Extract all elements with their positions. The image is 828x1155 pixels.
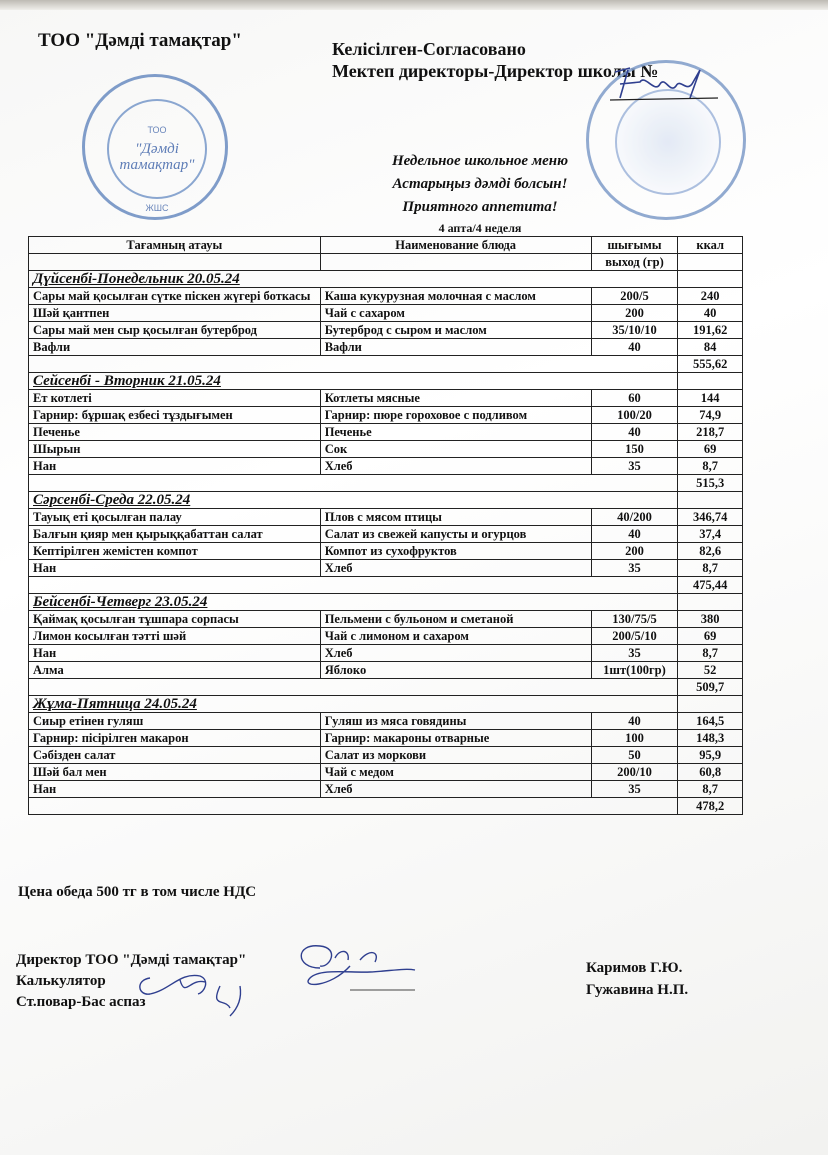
table-row [29, 730, 743, 747]
director-name: Каримов Г.Ю. [586, 960, 683, 976]
dish-yield: 35 [591, 781, 678, 798]
table-row [29, 560, 743, 577]
empty-cell [678, 696, 743, 713]
empty-cell [320, 254, 591, 271]
day-row-friday [29, 696, 743, 713]
dish-kcal: 191,62 [678, 322, 743, 339]
stamp-name-line-1: "Дәмді [135, 141, 179, 157]
day-row-wednesday [29, 492, 743, 509]
dish-ru: Гарнир: пюре гороховое с подливом [320, 407, 591, 424]
day-title [29, 696, 678, 713]
table-row [29, 713, 743, 730]
dish-yield: 35 [591, 560, 678, 577]
day-total-kcal: 478,2 [678, 798, 743, 815]
dish-kz: Лимон косылған тәтті шәй [29, 628, 321, 645]
dish-kz: Нан [29, 560, 321, 577]
dish-yield: 50 [591, 747, 678, 764]
dish-kz: Шырын [29, 441, 321, 458]
dish-yield: 1шт(100гр) [591, 662, 678, 679]
dish-yield: 150 [591, 441, 678, 458]
header-row-2 [29, 254, 743, 271]
dish-ru: Плов с мясом птицы [320, 509, 591, 526]
table-row [29, 288, 743, 305]
day-title-text: Дүйсенбі-Понедельник 20.05.24 [33, 271, 240, 287]
empty-cell [678, 594, 743, 611]
dish-kcal: 346,74 [678, 509, 743, 526]
day-title-text: Сәрсенбі-Среда 22.05.24 [33, 492, 191, 508]
total-row [29, 679, 743, 696]
dish-ru: Хлеб [320, 560, 591, 577]
header-yield-ru: выход (гр) [591, 254, 678, 271]
dish-kcal: 69 [678, 628, 743, 645]
dish-yield: 130/75/5 [591, 611, 678, 628]
empty-cell [29, 679, 678, 696]
table-row [29, 747, 743, 764]
day-total-kcal: 555,62 [678, 356, 743, 373]
table-row [29, 611, 743, 628]
calculator-signature-icon [130, 968, 280, 1018]
dish-ru: Гарнир: макароны отварные [320, 730, 591, 747]
stamp-top-text: ТОО [147, 125, 167, 135]
dish-yield: 200/5/10 [591, 628, 678, 645]
dish-ru: Бутерброд с сыром и маслом [320, 322, 591, 339]
dish-kz: Тауық еті қосылған палау [29, 509, 321, 526]
dish-kz: Балғын қияр мен қырыққабаттан салат [29, 526, 321, 543]
day-row-monday [29, 271, 743, 288]
table-row [29, 339, 743, 356]
dish-kcal: 40 [678, 305, 743, 322]
dish-kcal: 60,8 [678, 764, 743, 781]
dish-kcal: 8,7 [678, 458, 743, 475]
empty-cell [29, 577, 678, 594]
dish-kcal: 148,3 [678, 730, 743, 747]
table-row [29, 781, 743, 798]
stamp-bottom-text: ЖШС [145, 203, 169, 213]
dish-kcal: 95,9 [678, 747, 743, 764]
dish-ru: Хлеб [320, 781, 591, 798]
table-row [29, 543, 743, 560]
dish-kcal: 144 [678, 390, 743, 407]
stamp-name [109, 141, 205, 173]
greeting-ru: Приятного аппетита! [402, 199, 558, 215]
photo-edge [0, 0, 828, 10]
day-title [29, 492, 678, 509]
dish-yield: 200 [591, 543, 678, 560]
dish-ru: Пельмени с бульоном и сметаной [320, 611, 591, 628]
dish-kz: Нан [29, 781, 321, 798]
company-name: ТОО "Дәмді тамақтар" [38, 30, 242, 51]
menu-titles [330, 150, 630, 219]
dish-kz: Шәй бал мен [29, 764, 321, 781]
stamp-name-line-2: тамақтар" [119, 157, 195, 173]
empty-cell [678, 271, 743, 288]
dish-kz: Шәй қантпен [29, 305, 321, 322]
stamp-inner-ring [107, 99, 207, 213]
total-row [29, 798, 743, 815]
dish-ru: Печенье [320, 424, 591, 441]
dish-yield: 40 [591, 339, 678, 356]
empty-cell [678, 492, 743, 509]
empty-cell [29, 254, 321, 271]
header-row [29, 237, 743, 254]
dish-yield: 60 [591, 390, 678, 407]
table-row [29, 645, 743, 662]
dish-kcal: 74,9 [678, 407, 743, 424]
school-director-signature-icon [610, 64, 720, 104]
week-label: 4 апта/4 неделя [438, 221, 522, 235]
dish-kz: Вафли [29, 339, 321, 356]
header-yield-kz: шығымы [591, 237, 678, 254]
empty-cell [29, 798, 678, 815]
dish-kz: Нан [29, 458, 321, 475]
dish-yield: 40/200 [591, 509, 678, 526]
dish-kcal: 8,7 [678, 645, 743, 662]
header-kcal: ккал [678, 237, 743, 254]
dish-ru: Салат из моркови [320, 747, 591, 764]
table-row [29, 628, 743, 645]
calculator-name: Гужавина Н.П. [586, 982, 689, 998]
dish-ru: Компот из сухофруктов [320, 543, 591, 560]
table-row [29, 305, 743, 322]
dish-ru: Чай с сахаром [320, 305, 591, 322]
dish-ru: Гуляш из мяса говядины [320, 713, 591, 730]
day-row-thursday [29, 594, 743, 611]
dish-yield: 200/5 [591, 288, 678, 305]
day-title [29, 594, 678, 611]
dish-ru: Хлеб [320, 458, 591, 475]
header-kz-name: Тағамның атауы [29, 237, 321, 254]
dish-kz: Нан [29, 645, 321, 662]
dish-kcal: 380 [678, 611, 743, 628]
table-row [29, 764, 743, 781]
approval-line-2: Мектеп директоры-Директор школы № [332, 61, 659, 81]
greeting-kz: Астарыңыз дәмді болсын! [392, 176, 568, 192]
dish-yield: 35/10/10 [591, 322, 678, 339]
dish-kz: Гарнир: бұршақ езбесі тұздығымен [29, 407, 321, 424]
day-title [29, 373, 678, 390]
dish-ru: Хлеб [320, 645, 591, 662]
dish-kz: Қаймақ қосылған тұшпара сорпасы [29, 611, 321, 628]
director-signature-icon [290, 938, 420, 998]
table-row [29, 662, 743, 679]
dish-kcal: 37,4 [678, 526, 743, 543]
day-row-tuesday [29, 373, 743, 390]
empty-cell [678, 254, 743, 271]
dish-yield: 35 [591, 458, 678, 475]
dish-yield: 100/20 [591, 407, 678, 424]
table-row [29, 526, 743, 543]
approval-line-1: Келісілген-Согласовано [332, 39, 526, 59]
company-stamp-icon [82, 74, 228, 220]
dish-kcal: 69 [678, 441, 743, 458]
dish-kcal: 82,6 [678, 543, 743, 560]
empty-cell [29, 356, 678, 373]
table-row [29, 424, 743, 441]
dish-ru: Котлеты мясные [320, 390, 591, 407]
signer-calculator: Калькулятор [16, 973, 106, 989]
signer-director: Директор ТОО "Дәмді тамақтар" [16, 952, 247, 968]
dish-kz: Сары май қосылған сүтке піскен жүгері боткасы [29, 288, 321, 305]
dish-yield: 40 [591, 713, 678, 730]
dish-ru: Салат из свежей капусты и огурцов [320, 526, 591, 543]
dish-yield: 35 [591, 645, 678, 662]
dish-kcal: 52 [678, 662, 743, 679]
day-title-text: Бейсенбі-Четверг 23.05.24 [33, 594, 208, 610]
table-row [29, 509, 743, 526]
lunch-price: Цена обеда 500 тг в том числе НДС [18, 884, 257, 900]
empty-cell [678, 373, 743, 390]
dish-kcal: 8,7 [678, 560, 743, 577]
total-row [29, 577, 743, 594]
day-title-text: Сейсенбі - Вторник 21.05.24 [33, 373, 221, 389]
dish-kcal: 218,7 [678, 424, 743, 441]
dish-ru: Сок [320, 441, 591, 458]
dish-kcal: 8,7 [678, 781, 743, 798]
day-total-kcal: 475,44 [678, 577, 743, 594]
dish-ru: Каша кукурузная молочная с маслом [320, 288, 591, 305]
dish-ru: Яблоко [320, 662, 591, 679]
dish-kz: Гарнир: пісірілген макарон [29, 730, 321, 747]
dish-ru: Чай с лимоном и сахаром [320, 628, 591, 645]
table-row [29, 322, 743, 339]
signer-chef: Ст.повар-Бас аспаз [16, 994, 146, 1010]
empty-cell [29, 475, 678, 492]
dish-kz: Ет котлеті [29, 390, 321, 407]
day-total-kcal: 515,3 [678, 475, 743, 492]
table-row [29, 390, 743, 407]
dish-yield: 200 [591, 305, 678, 322]
dish-yield: 200/10 [591, 764, 678, 781]
table-row [29, 407, 743, 424]
menu-title: Недельное школьное меню [391, 153, 569, 169]
dish-kcal: 84 [678, 339, 743, 356]
day-title [29, 271, 678, 288]
dish-kcal: 240 [678, 288, 743, 305]
signer-names [586, 957, 688, 1001]
menu-table [28, 236, 743, 815]
dish-kz: Сиыр етінен гуляш [29, 713, 321, 730]
dish-kz: Алма [29, 662, 321, 679]
dish-ru: Чай с медом [320, 764, 591, 781]
dish-ru: Вафли [320, 339, 591, 356]
total-row [29, 356, 743, 373]
dish-kz: Сары май мен сыр қосылған бутерброд [29, 322, 321, 339]
school-stamp-inner [615, 89, 721, 195]
day-title-text: Жұма-Пятница 24.05.24 [33, 696, 197, 712]
dish-kz: Кептірілген жемістен компот [29, 543, 321, 560]
dish-yield: 40 [591, 526, 678, 543]
day-total-kcal: 509,7 [678, 679, 743, 696]
dish-yield: 40 [591, 424, 678, 441]
total-row [29, 475, 743, 492]
table-row [29, 458, 743, 475]
dish-kcal: 164,5 [678, 713, 743, 730]
header-ru-name: Наименование блюда [320, 237, 591, 254]
dish-yield: 100 [591, 730, 678, 747]
dish-kz: Печенье [29, 424, 321, 441]
dish-kz: Сәбізден салат [29, 747, 321, 764]
table-row [29, 441, 743, 458]
